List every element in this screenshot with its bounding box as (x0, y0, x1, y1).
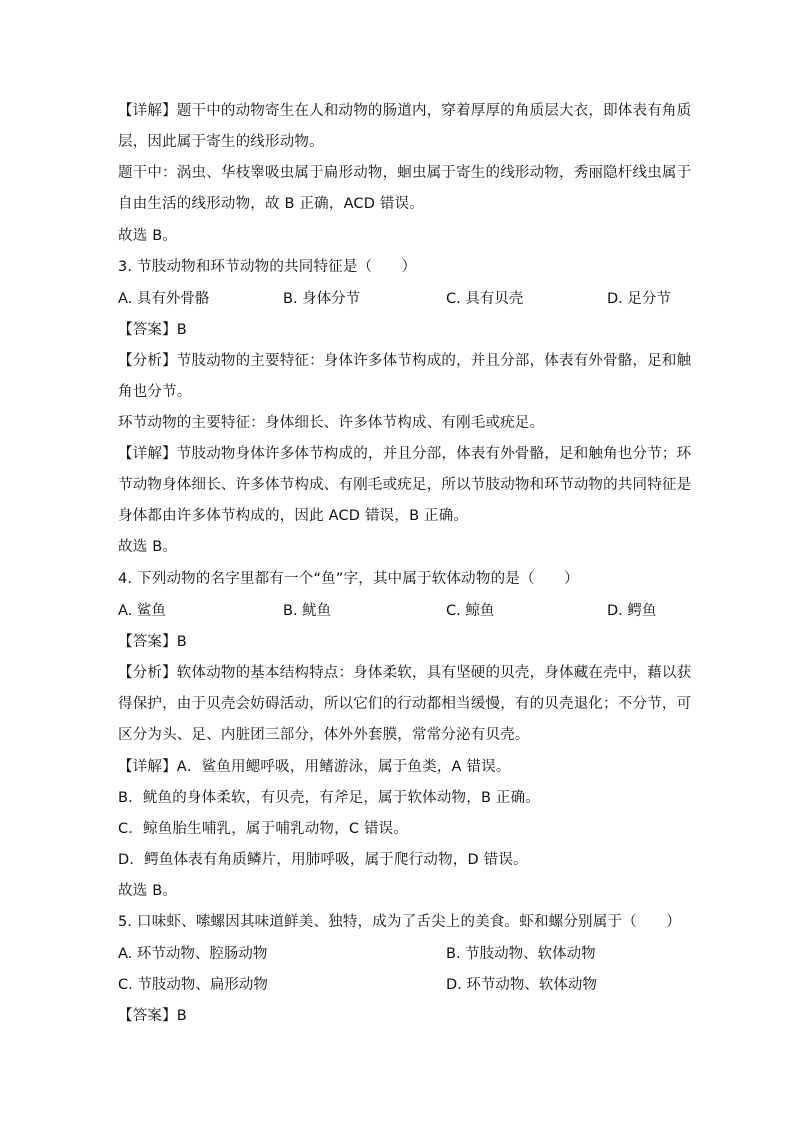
q4-option-a: A. 鲨鱼 (118, 603, 166, 619)
q2-conclusion: 故选 B。 (118, 228, 178, 244)
q4-option-d: D. 鳄鱼 (607, 603, 657, 619)
q3-analysis-line-1: 【分析】节肢动物的主要特征：身体许多体节构成的，并且分部，体表有外骨骼，足和触 (118, 353, 692, 369)
question-4-stem: 4. 下列动物的名字里都有一个“鱼”字，其中属于软体动物的是（ ） (118, 571, 579, 587)
q3-conclusion: 故选 B。 (118, 539, 178, 555)
q3-option-a: A. 具有外骨骼 (118, 291, 210, 307)
q5-option-d: D. 环节动物、软体动物 (446, 977, 597, 993)
q4-detail-a: 【详解】A．鲨鱼用鳃呼吸，用鳍游泳，属于鱼类，A 错误。 (118, 759, 511, 775)
q4-detail-c: C．鲸鱼胎生哺乳，属于哺乳动物，C 错误。 (118, 821, 409, 837)
q5-option-c: C. 节肢动物、扁形动物 (118, 977, 268, 993)
q4-conclusion: 故选 B。 (118, 883, 178, 899)
q4-detail-b: B．鱿鱼的身体柔软，有贝壳，有斧足，属于软体动物，B 正确。 (118, 790, 541, 806)
q5-option-a: A. 环节动物、腔肠动物 (118, 946, 268, 962)
q3-option-d: D. 足分节 (607, 291, 671, 307)
q4-detail-d: D．鳄鱼体表有角质鳞片，用肺呼吸，属于爬行动物，D 错误。 (118, 852, 528, 868)
q3-analysis-line-2: 角也分节。 (118, 384, 192, 400)
q3-option-b: B. 身体分节 (283, 291, 361, 307)
q2-detail-line-1: 【详解】题干中的动物寄生在人和动物的肠道内，穿着厚厚的角质层大衣，即体表有角质 (118, 103, 692, 119)
q5-option-b: B. 节肢动物、软体动物 (446, 946, 596, 962)
q5-answer: 【答案】B (118, 1008, 187, 1024)
q3-detail-line-2: 节动物身体细长、许多体节构成、有刚毛或疣足，所以节肢动物和环节动物的共同特征是 (118, 477, 692, 493)
q2-detail-line-4: 自由生活的线形动物，故 B 正确，ACD 错误。 (118, 196, 425, 212)
q3-analysis-line-3: 环节动物的主要特征：身体细长、许多体节构成、有刚毛或疣足。 (118, 415, 545, 431)
q2-detail-line-3: 题干中：涡虫、华枝睾吸虫属于扁形动物，蛔虫属于寄生的线形动物，秀丽隐杆线虫属于 (118, 165, 692, 181)
q4-analysis-line-2: 得保护，由于贝壳会妨碍活动，所以它们的行动都相当缓慢，有的贝壳退化；不分节，可 (118, 696, 692, 712)
q3-option-c: C. 具有贝壳 (446, 291, 524, 307)
q2-detail-line-2: 层，因此属于寄生的线形动物。 (118, 134, 324, 150)
q3-detail-line-3: 身体都由许多体节构成的，因此 ACD 错误，B 正确。 (118, 508, 469, 524)
question-5-stem: 5. 口味虾、嗦螺因其味道鲜美、独特，成为了舌尖上的美食。虾和螺分别属于（ ） (118, 914, 681, 930)
q4-analysis-line-1: 【分析】软体动物的基本结构特点：身体柔软，具有坚硬的贝壳，身体藏在壳中，藉以获 (118, 665, 692, 681)
q4-answer: 【答案】B (118, 634, 187, 650)
q3-answer: 【答案】B (118, 322, 187, 338)
q4-option-c: C. 鲸鱼 (446, 603, 495, 619)
q4-option-b: B. 鱿鱼 (283, 603, 332, 619)
q4-analysis-line-3: 区分为头、足、内脏团三部分，体外外套膜，常常分泌有贝壳。 (118, 727, 530, 743)
q3-detail-line-1: 【详解】节肢动物身体许多体节构成的，并且分部，体表有外骨骼，足和触角也分节；环 (118, 446, 692, 462)
question-3-stem: 3. 节肢动物和环节动物的共同特征是（ ） (118, 259, 417, 275)
